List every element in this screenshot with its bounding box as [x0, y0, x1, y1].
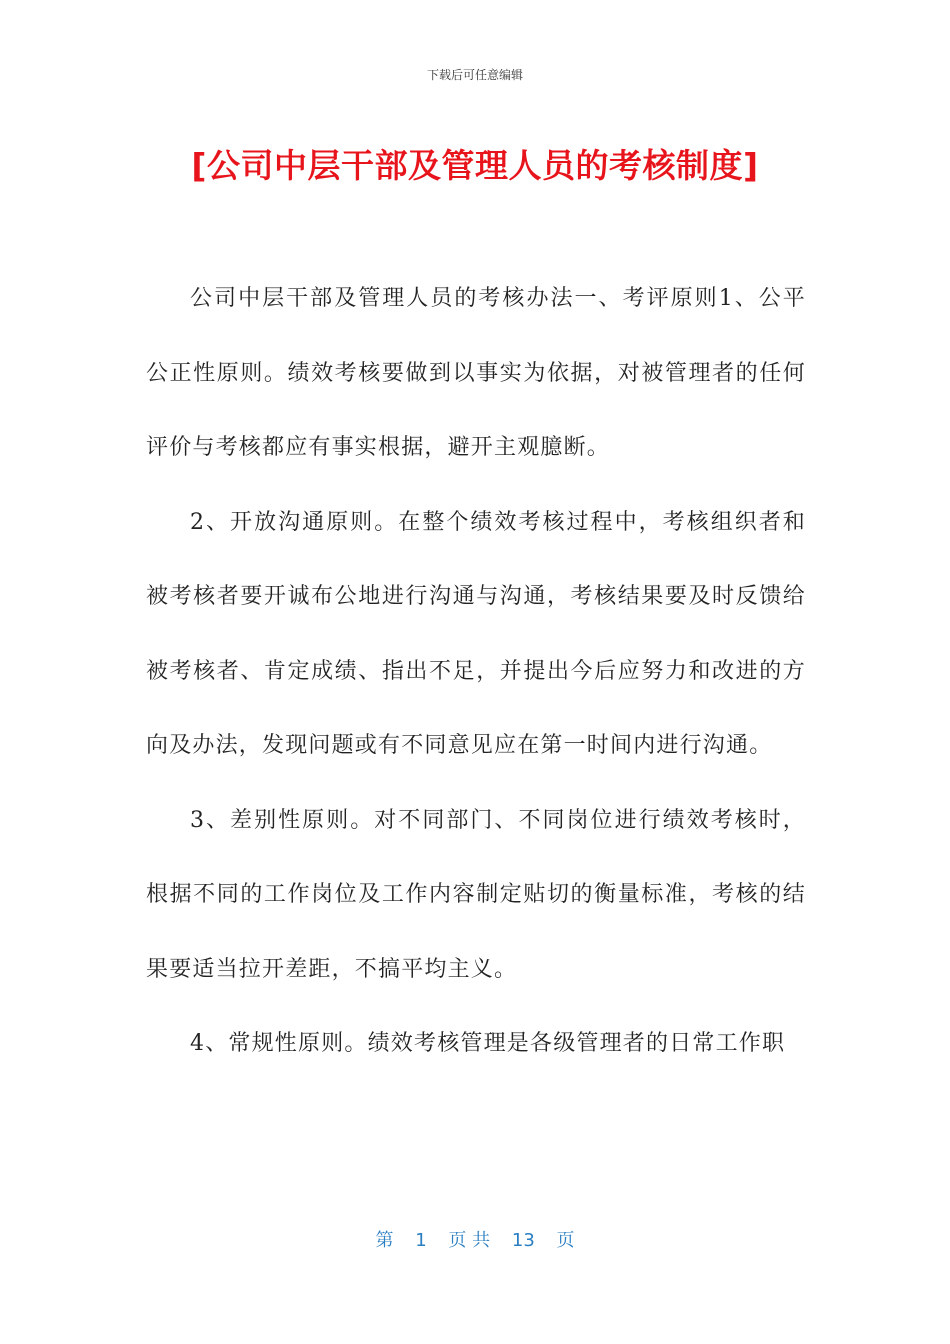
footer-label-of: 页 共 [448, 1230, 491, 1251]
footer-label-page: 第 [375, 1230, 394, 1251]
footer-label-pages: 页 [556, 1230, 575, 1251]
paragraph-3: 3、差别性原则。对不同部门、不同岗位进行绩效考核时，根据不同的工作岗位及工作内容制定贴切的衡量标准，考核的结果要适当拉开差距，不搞平均主义。 [146, 807, 806, 982]
document-title: [公司中层干部及管理人员的考核制度] [191, 146, 759, 185]
footer-total-pages: 13 [511, 1230, 535, 1251]
paragraph-4: 4、常规性原则。绩效考核管理是各级管理者的日常工作职 [190, 1031, 786, 1056]
paragraph-2: 2、开放沟通原则。在整个绩效考核过程中，考核组织者和被考核者要开诚布公地进行沟通与沟通，考核结果要及时反馈给被考核者、肯定成绩、指出不足，并提出今后应努力和改进的方向及办法，发现问题或有不同意见应在第一时间内进行沟通。 [146, 509, 806, 758]
footer-current-page: 1 [415, 1230, 427, 1251]
page-footer [0, 1226, 950, 1252]
document-body [146, 262, 806, 1082]
paragraph-1: 公司中层干部及管理人员的考核办法一、考评原则1、公平公正性原则。绩效考核要做到以事实为依据，对被管理者的任何评价与考核都应有事实根据，避开主观臆断。 [146, 286, 806, 460]
header-note: 下载后可任意编辑 [426, 68, 523, 82]
